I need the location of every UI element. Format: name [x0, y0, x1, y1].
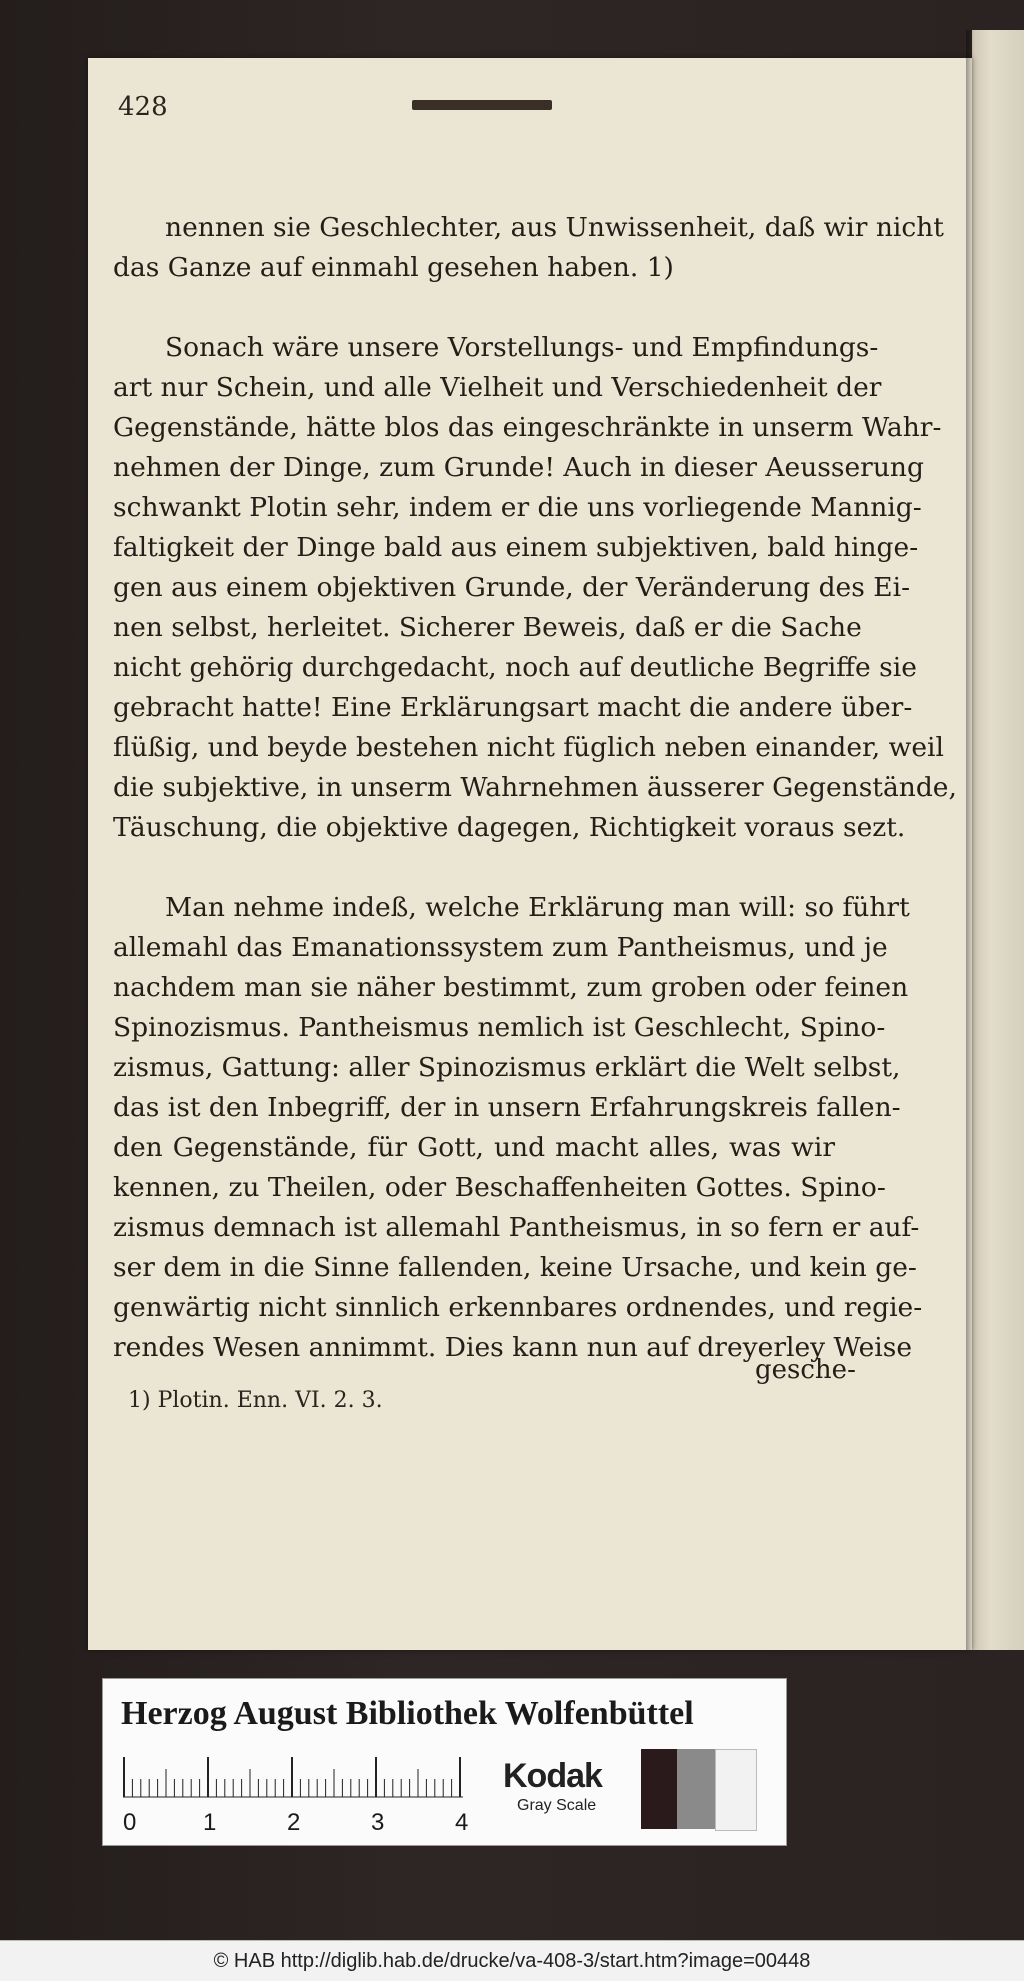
text-line: flüßig, und beyde bestehen nicht füglich neben einander, weil	[113, 732, 944, 763]
page-number: 428	[118, 92, 168, 122]
text-line: nicht gehörig durchgedacht, noch auf deutliche Begriffe sie	[113, 652, 917, 683]
text-line: Täuschung, die objektive dagegen, Richtigkeit voraus sezt.	[113, 812, 906, 843]
text-line: nachdem man sie näher bestimmt, zum groben oder feinen	[113, 972, 909, 1003]
text-line: gen aus einem objektiven Grunde, der Veränderung des Ei-	[113, 572, 911, 603]
ruler-label-1: 1	[203, 1809, 217, 1836]
text-line: das Ganze auf einmahl gesehen haben. 1)	[113, 252, 674, 283]
text-line: allemahl das Emanationssystem zum Pantheismus, und je	[113, 932, 888, 963]
text-line: nennen sie Geschlechter, aus Unwissenheit, daß wir nicht	[165, 212, 944, 243]
next-page-edge	[972, 30, 1024, 1650]
ruler-label-4: 4	[455, 1809, 469, 1836]
catchword: gesche-	[755, 1355, 856, 1385]
color-target-card	[102, 1678, 787, 1846]
text-line: nen selbst, herleitet. Sicherer Beweis, daß er die Sache	[113, 612, 862, 643]
text-line: die subjektive, in unserm Wahrnehmen äusserer Gegenstände,	[113, 772, 957, 803]
text-line: Gegenstände, hätte blos das eingeschränkte in unserm Wahr-	[113, 412, 942, 443]
footnote: 1) Plotin. Enn. VI. 2. 3.	[128, 1388, 383, 1413]
library-name: Herzog August Bibliothek Wolfenbüttel	[121, 1695, 694, 1732]
text-line: Man nehme indeß, welche Erklärung man will: so führt	[165, 892, 910, 923]
text-line: Spinozismus. Pantheismus nemlich ist Geschlecht, Spino-	[113, 1012, 886, 1043]
text-line: gebracht hatte! Eine Erklärungsart macht die andere über-	[113, 692, 913, 723]
gray-patch-light	[715, 1749, 757, 1831]
text-line: Sonach wäre unsere Vorstellungs- und Empfindungs-	[165, 332, 879, 363]
text-line: zismus, Gattung: aller Spinozismus erklärt die Welt selbst,	[113, 1052, 901, 1083]
text-line: zismus demnach ist allemahl Pantheismus, in so fern er auf-	[113, 1212, 920, 1243]
text-line: rendes Wesen annimmt. Dies kann nun auf dreyerley Weise	[113, 1332, 913, 1363]
text-line: faltigkeit der Dinge bald aus einem subjektiven, bald hinge-	[113, 532, 919, 563]
gray-patch-dark	[641, 1749, 677, 1829]
text-line: den Gegenstände, für Gott, und macht alles, was wir	[113, 1132, 835, 1163]
text-line: nehmen der Dinge, zum Grunde! Auch in dieser Aeusserung	[113, 452, 924, 483]
gray-patch-mid	[677, 1749, 715, 1829]
ruler-label-0: 0	[123, 1809, 137, 1836]
ruler-label-3: 3	[371, 1809, 385, 1836]
text-line: kennen, zu Theilen, oder Beschaffenheiten Gottes. Spino-	[113, 1172, 886, 1203]
paragraph-3	[113, 888, 923, 1368]
header-rule	[412, 100, 552, 110]
kodak-logo-text: Kodak	[503, 1757, 602, 1795]
scale-ruler	[123, 1757, 463, 1801]
text-line: das ist den Inbegriff, der in unsern Erfahrungskreis fallen-	[113, 1092, 901, 1123]
page-gutter-shadow	[966, 30, 974, 1650]
gray-scale-label: Gray Scale	[517, 1797, 597, 1814]
text-line: genwärtig nicht sinnlich erkennbares ordnendes, und regie-	[113, 1292, 923, 1323]
text-line: art nur Schein, und alle Vielheit und Verschiedenheit der	[113, 372, 882, 403]
paragraph-1	[113, 208, 944, 288]
text-line: ser dem in die Sinne fallenden, keine Ursache, und kein ge-	[113, 1252, 917, 1283]
ruler-label-2: 2	[287, 1809, 301, 1836]
copyright-footer: © HAB http://diglib.hab.de/drucke/va-408-3/start.htm?image=00448	[0, 1940, 1024, 1981]
paragraph-2	[113, 328, 957, 848]
text-line: schwankt Plotin sehr, indem er die uns vorliegende Mannig-	[113, 492, 922, 523]
